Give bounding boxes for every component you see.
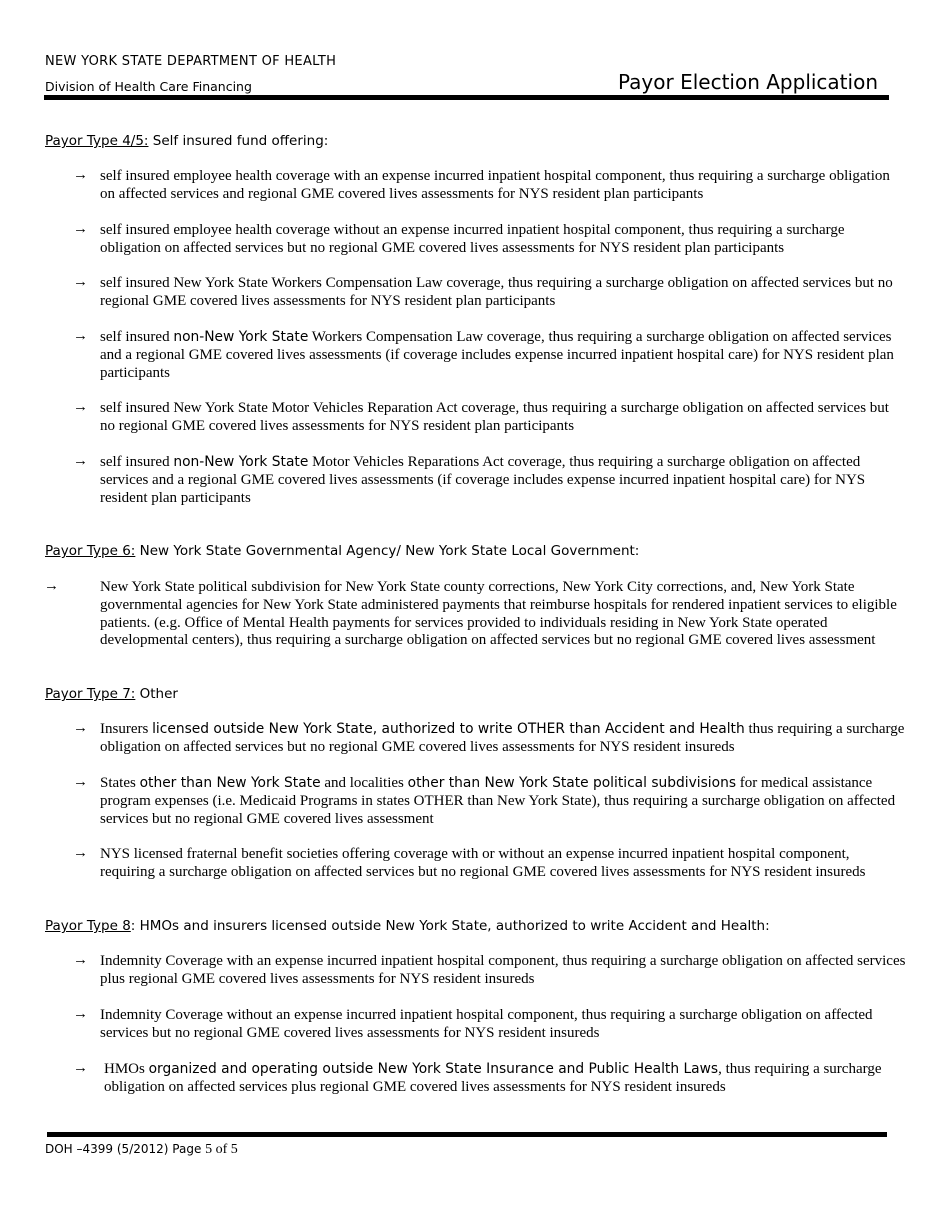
section-title: Self insured fund offering: <box>148 133 329 149</box>
page-title: Payor Election Application <box>618 70 878 94</box>
section-title: New York State Governmental Agency/ New York State Local Government: <box>135 543 640 559</box>
agency-name: NEW YORK STATE DEPARTMENT OF HEALTH <box>45 54 337 69</box>
list-item-text: self insured non-New York State Motor Vehicles Reparations Act coverage, thus requiring a surcharge obligation on affected services and a regional GME covered lives assessments (if coverage includes expense incurred inpatient hospital care) for NYS resident plan participants <box>100 454 866 506</box>
list-item-text: Indemnity Coverage without an expense incurred inpatient hospital component, thus requiring a surcharge obligation on affected services but no regional GME covered lives assessments for NYS resident insureds <box>100 1007 873 1041</box>
list-item <box>73 952 906 989</box>
list-item <box>73 720 915 757</box>
arrow-icon: → <box>73 399 88 415</box>
section-heading-payor-type-7 <box>45 686 178 702</box>
list-item-text: self insured New York State Workers Compensation Law coverage, thus requiring a surcharge obligation on affected services but no regional GME covered lives assessments for NYS resident plan participants <box>100 275 893 309</box>
division-name: Division of Health Care Financing <box>45 79 252 94</box>
list-item-text: self insured New York State Motor Vehicles Reparation Act coverage, thus requiring a surcharge obligation on affected services but no regional GME covered lives assessments for NYS resident plan participants <box>100 400 889 434</box>
arrow-icon: → <box>73 952 88 968</box>
list-item <box>73 845 906 882</box>
arrow-icon: → <box>73 774 88 790</box>
arrow-icon: → <box>73 221 88 237</box>
header-divider <box>44 95 889 100</box>
page-number: 5 of 5 <box>205 1142 238 1157</box>
list-item-text: States other than New York State and localities other than New York State political subdivisions for medical assistance program expenses (i.e. Medicaid Programs in states OTHER than New York State), thus requiring a surcharge obligation on affected services but no regional GME covered lives assessment <box>100 775 896 827</box>
arrow-icon: → <box>44 578 59 594</box>
section-heading-payor-type-4-5 <box>45 133 328 149</box>
arrow-icon: → <box>73 1060 88 1076</box>
list-item-text: New York State political subdivision for New York State county corrections, New York City corrections, and, New York State governmental agencies for New York State administered payments that reimburse hospitals for rendered inpatient services to eligible patients. (e.g. Office of Mental Health payments for services provided to individuals residing in New York State operated developmental centers), thus requiring a surcharge obligation on affected services but no regional GME covered lives assessment <box>100 579 897 649</box>
section-heading-payor-type-8 <box>45 918 770 934</box>
arrow-icon: → <box>73 328 88 344</box>
list-item-text: self insured non-New York State Workers Compensation Law coverage, thus requiring a surcharge obligation on affected services and a regional GME covered lives assessments (if coverage includes expense incurred inpatient hospital care) for NYS resident plan participants <box>100 329 894 381</box>
arrow-icon: → <box>73 845 88 861</box>
list-item <box>73 399 906 436</box>
list-item-text: Indemnity Coverage with an expense incurred inpatient hospital component, thus requiring a surcharge obligation on affected services plus regional GME covered lives assessments for NYS resident insureds <box>100 953 906 987</box>
list-item <box>73 328 906 382</box>
footer <box>45 1142 238 1158</box>
list-item <box>73 453 906 507</box>
section-label: Payor Type 8 <box>45 918 131 934</box>
list-item-text: self insured employee health coverage without an expense incurred inpatient hospital component, thus requiring a surcharge obligation on affected services but no regional GME covered lives assessments for NYS resident plan participants <box>100 222 845 256</box>
arrow-icon: → <box>73 453 88 469</box>
footer-divider <box>47 1132 887 1137</box>
section-title: Other <box>135 686 178 702</box>
section-label: Payor Type 7: <box>45 686 136 702</box>
list-item <box>44 578 906 650</box>
arrow-icon: → <box>73 167 88 183</box>
form-number: DOH –4399 (5/2012) Page <box>45 1142 206 1156</box>
arrow-icon: → <box>73 1006 88 1022</box>
list-item <box>73 1006 906 1043</box>
section-title: : HMOs and insurers licensed outside New York State, authorized to write Accident and Health: <box>130 918 770 934</box>
list-item <box>73 221 906 258</box>
list-item <box>73 774 906 828</box>
arrow-icon: → <box>73 274 88 290</box>
list-item <box>73 167 906 204</box>
list-item-text: NYS licensed fraternal benefit societies offering coverage with or without an expense incurred inpatient hospital component, requiring a surcharge obligation on affected services but no regional GME covered lives assessments for NYS resident insureds <box>100 846 866 880</box>
list-item-text: self insured employee health coverage with an expense incurred inpatient hospital component, thus requiring a surcharge obligation on affected services and regional GME covered lives assessments for NYS resident plan participants <box>100 168 890 202</box>
section-heading-payor-type-6 <box>45 543 639 559</box>
list-item <box>73 1060 904 1097</box>
section-label: Payor Type 4/5: <box>45 133 149 149</box>
arrow-icon: → <box>73 720 88 736</box>
section-label: Payor Type 6: <box>45 543 136 559</box>
list-item-text: HMOs organized and operating outside New York State Insurance and Public Health Laws, thus requiring a surcharge obligation on affected services plus regional GME covered lives assessments for NYS resident insureds <box>104 1061 882 1095</box>
list-item <box>73 274 906 311</box>
list-item-text: Insurers licensed outside New York State, authorized to write OTHER than Accident and Health thus requiring a surcharge obligation on affected services but no regional GME covered lives assessments for NYS resident insureds <box>100 721 905 755</box>
